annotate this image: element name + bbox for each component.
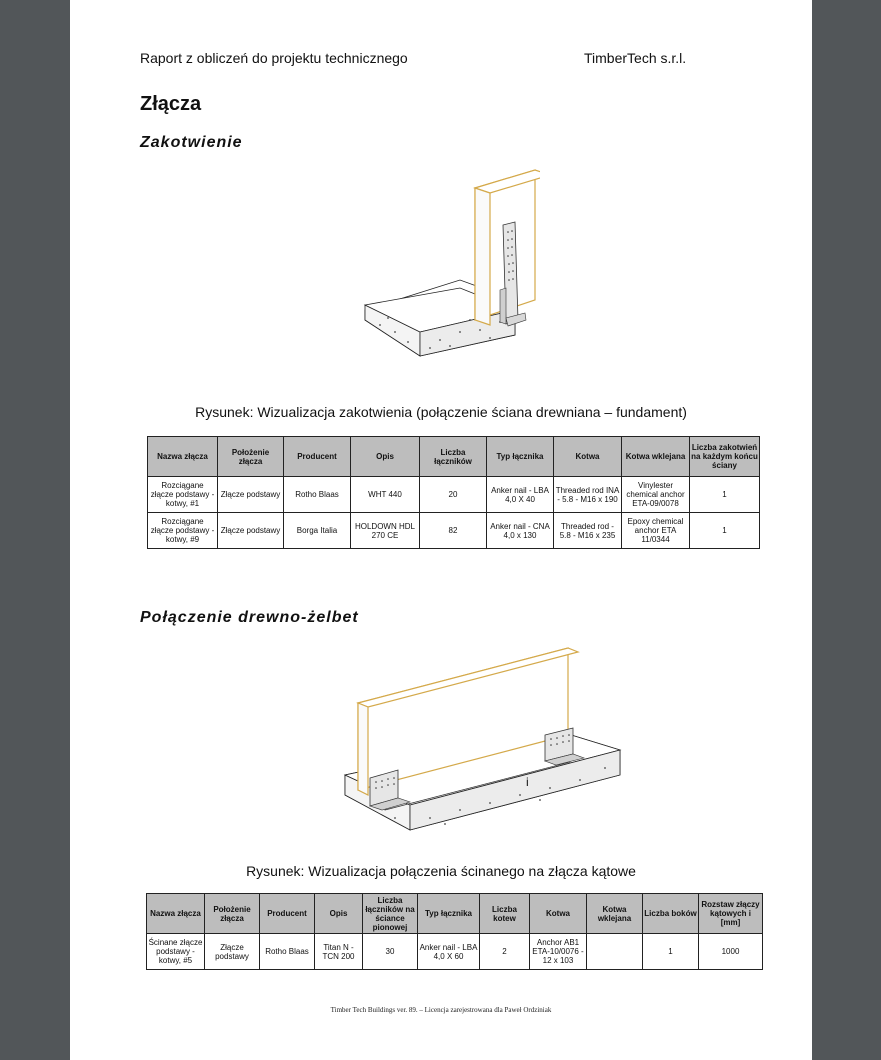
table-cell: Epoxy chemical anchor ETA 11/0344 (622, 513, 690, 549)
header-report-title: Raport z obliczeń do projektu technicznego (140, 50, 408, 66)
column-header: Kotwa (530, 894, 587, 934)
table-cell: Anker nail - LBA 4,0 X 60 (418, 934, 480, 970)
table-cell: Złącze podstawy (218, 477, 284, 513)
column-header: Kotwa (554, 437, 622, 477)
table-cell: 1 (690, 513, 760, 549)
table-cell: 1000 (699, 934, 763, 970)
table-cell: 2 (480, 934, 530, 970)
column-header: Producent (284, 437, 351, 477)
table-cell: Rotho Blaas (284, 477, 351, 513)
column-header: Rozstaw złączy kątowych i [mm] (699, 894, 763, 934)
table-cell: 30 (363, 934, 418, 970)
column-header: Liczba boków (643, 894, 699, 934)
table-cell: Anchor AB1 ETA-10/0076 - 12 x 103 (530, 934, 587, 970)
table-cell: Borga Italia (284, 513, 351, 549)
document-page (70, 0, 812, 1060)
column-header: Położenie złącza (205, 894, 260, 934)
column-header: Nazwa złącza (148, 437, 218, 477)
column-header: Typ łącznika (418, 894, 480, 934)
column-header: Kotwa wklejana (587, 894, 643, 934)
table-cell: Rozciągane złącze podstawy - kotwy, #9 (148, 513, 218, 549)
table-row (148, 513, 760, 549)
spacing-label: i (526, 775, 529, 789)
section-heading-timber-concrete: Połączenie drewno-żelbet (140, 609, 359, 626)
table-cell: HOLDOWN HDL 270 CE (351, 513, 420, 549)
page-title: Złącza (140, 93, 202, 115)
figure-caption-anchoring: Rysunek: Wizualizacja zakotwienia (połączenie ściana drewniana – fundament) (195, 404, 687, 420)
table-cell: Rotho Blaas (260, 934, 315, 970)
column-header: Opis (315, 894, 363, 934)
table-cell: Threaded rod - 5.8 - M16 x 235 (554, 513, 622, 549)
table-cell: Titan N - TCN 200 (315, 934, 363, 970)
anchoring-figure (360, 160, 540, 360)
table-cell: Vinylester chemical anchor ETA-09/0078 (622, 477, 690, 513)
table-cell (587, 934, 643, 970)
figure-caption-angle-brackets: Rysunek: Wizualizacja połączenia ścinanego na złącza kątowe (246, 863, 636, 879)
table-row (148, 477, 760, 513)
page-footer: Timber Tech Buildings ver. 89. – Licencja zarejestrowana dla Paweł Ordziniak (330, 1006, 552, 1014)
column-header: Liczba łączników na ściance pionowej (363, 894, 418, 934)
table-cell: Anker nail - LBA 4,0 X 40 (487, 477, 554, 513)
table-cell: Rozciągane złącze podstawy - kotwy, #1 (148, 477, 218, 513)
anchoring-table (147, 436, 760, 549)
header-company: TimberTech s.r.l. (584, 50, 687, 66)
column-header: Typ łącznika (487, 437, 554, 477)
table-cell: 20 (420, 477, 487, 513)
table-cell: Threaded rod INA - 5.8 - M16 x 190 (554, 477, 622, 513)
column-header: Liczba zakotwień na każdym końcu ściany (690, 437, 760, 477)
table-cell: Ścinane złącze podstawy - kotwy, #5 (147, 934, 205, 970)
column-header: Opis (351, 437, 420, 477)
column-header: Kotwa wklejana (622, 437, 690, 477)
column-header: Liczba kotew (480, 894, 530, 934)
column-header: Producent (260, 894, 315, 934)
column-header: Położenie złącza (218, 437, 284, 477)
column-header: Nazwa złącza (147, 894, 205, 934)
shear-connection-table (146, 893, 763, 970)
table-cell: 82 (420, 513, 487, 549)
column-header: Liczba łączników (420, 437, 487, 477)
section-heading-anchoring: Zakotwienie (140, 134, 243, 151)
table-cell: Złącze podstawy (205, 934, 260, 970)
table-row (147, 934, 763, 970)
table-cell: 1 (643, 934, 699, 970)
table-cell: 1 (690, 477, 760, 513)
table-cell: Anker nail - CNA 4,0 x 130 (487, 513, 554, 549)
table-cell: Złącze podstawy (218, 513, 284, 549)
angle-bracket-figure (340, 640, 630, 855)
table-cell: WHT 440 (351, 477, 420, 513)
